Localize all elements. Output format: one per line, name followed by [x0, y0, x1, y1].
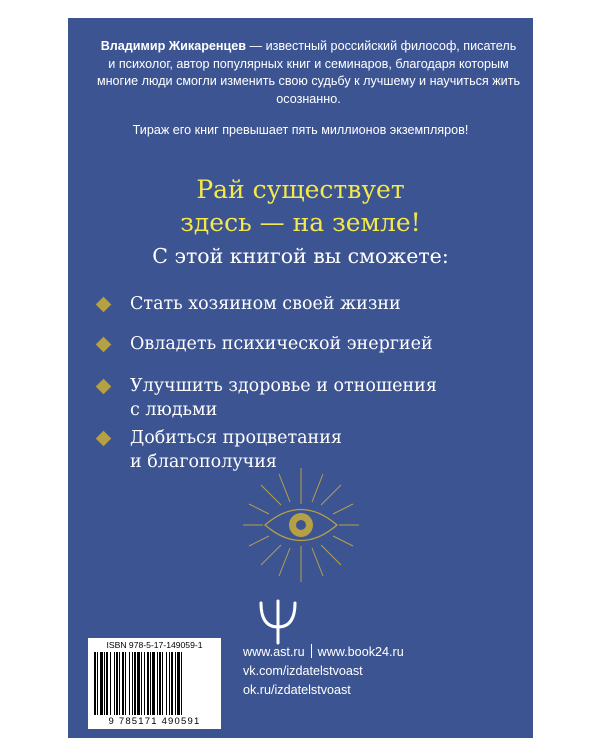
- barcode-bar: [177, 652, 180, 715]
- barcode-bar: [104, 652, 105, 715]
- barcode-bar: [106, 652, 108, 715]
- barcode-box: [88, 638, 221, 729]
- links-row: [243, 643, 404, 662]
- list-item-line-1: Добиться процветания: [130, 428, 342, 448]
- barcode-bar: [94, 652, 96, 715]
- diamond-bullet-icon: [96, 297, 112, 313]
- benefits-heading: С этой книгой вы сможете:: [152, 244, 449, 268]
- barcode-bar: [125, 652, 126, 715]
- list-item-text: [130, 374, 500, 422]
- barcode-number: 9 785171 490591: [108, 716, 201, 727]
- slogan-line-1: Рай существует: [196, 175, 405, 204]
- list-item-line-1: Стать хозяином своей жизни: [130, 294, 401, 314]
- barcode-bar: [159, 652, 161, 715]
- barcode-icon: [92, 652, 217, 715]
- barcode-bar: [122, 652, 124, 715]
- divider: [311, 644, 312, 658]
- diamond-bullet-icon: [96, 431, 112, 447]
- barcode-bar: [129, 652, 130, 715]
- barcode-bar: [110, 652, 111, 715]
- barcode-bar: [171, 652, 173, 715]
- barcode-bar: [114, 652, 115, 715]
- list-item-text: [130, 292, 500, 316]
- barcode-bar: [175, 652, 176, 715]
- barcode-bar: [141, 652, 142, 715]
- author-bio: [96, 38, 521, 108]
- publisher-links: [243, 643, 404, 700]
- barcode-bar: [157, 652, 158, 715]
- list-item-line-2: с людьми: [130, 400, 218, 420]
- barcode-bar: [152, 652, 155, 715]
- barcode-bar: [132, 652, 133, 715]
- link-vk[interactable]: vk.com/izdatelstvoast: [243, 664, 363, 678]
- diamond-bullet-icon: [96, 337, 112, 353]
- link-ok[interactable]: ok.ru/izdatelstvoast: [243, 683, 351, 697]
- link-ast[interactable]: www.ast.ru: [243, 645, 305, 659]
- barcode-bar: [144, 652, 145, 715]
- list-item-line-1: Овладеть психической энергией: [130, 334, 433, 354]
- circulation-note: Тираж его книг превышает пять миллионов экземпляров!: [132, 123, 469, 137]
- list-item-line-2: и благополучия: [130, 452, 277, 472]
- book-back-cover: [68, 18, 533, 738]
- slogan-line-2: здесь — на земле!: [180, 208, 421, 237]
- barcode-bar: [97, 652, 98, 715]
- diamond-bullet-icon: [96, 379, 112, 395]
- list-item-line-1: Улучшить здоровье и отношения: [130, 376, 437, 396]
- barcode-bar: [169, 652, 170, 715]
- link-book24[interactable]: www.book24.ru: [317, 645, 404, 659]
- author-bio-text: — известный российский философ, писатель и психолог, автор популярных книг и семинаров, благодаря которым многие люди смогли изменить свою судьбу к лучшему и научиться жить осознанно.: [96, 39, 521, 106]
- eye-sunburst-icon: [241, 466, 361, 584]
- barcode-bar: [147, 652, 149, 715]
- psi-logo-icon: [257, 599, 299, 645]
- barcode-bar: [162, 652, 163, 715]
- slogan: [68, 173, 533, 239]
- barcode-bar: [100, 652, 103, 715]
- author-name: Владимир Жикаренцев: [100, 39, 246, 53]
- barcode-bar: [181, 652, 182, 715]
- barcode-bar: [119, 652, 120, 715]
- isbn: ISBN 978-5-17-149059-1: [106, 640, 203, 650]
- barcode-bar: [150, 652, 151, 715]
- barcode-bar: [116, 652, 118, 715]
- barcode-bar: [137, 652, 140, 715]
- barcode-bar: [134, 652, 136, 715]
- list-item-text: [130, 332, 500, 356]
- barcode-bar: [166, 652, 167, 715]
